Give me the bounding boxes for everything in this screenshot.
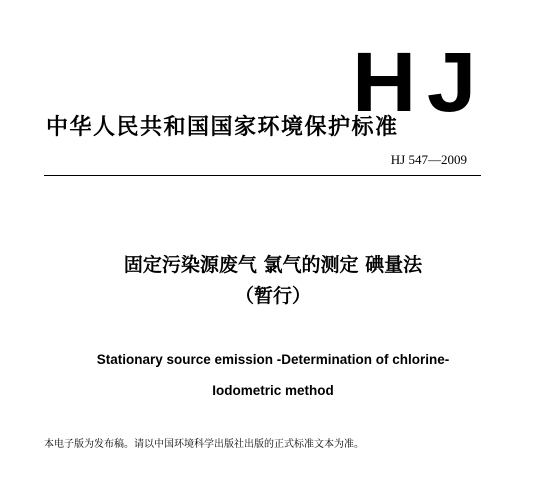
header-divider (44, 175, 481, 176)
hj-logo: HJ (352, 35, 488, 129)
chinese-title-line1: 固定污染源废气 氯气的测定 碘量法 (123, 254, 423, 276)
english-title-line2: Iodometric method (212, 383, 334, 398)
electronic-version-notice: 本电子版为发布稿。请以中国环境科学出版社出版的正式标准文本为准。 (44, 439, 364, 450)
chinese-title-line2: （暂行） (234, 285, 311, 307)
english-title-line1: Stationary source emission -Determination of chlorine- (96, 352, 450, 367)
standard-title: 中华人民共和国国家环境保护标准 (46, 115, 399, 140)
standard-number: HJ 547—2009 (390, 152, 467, 167)
